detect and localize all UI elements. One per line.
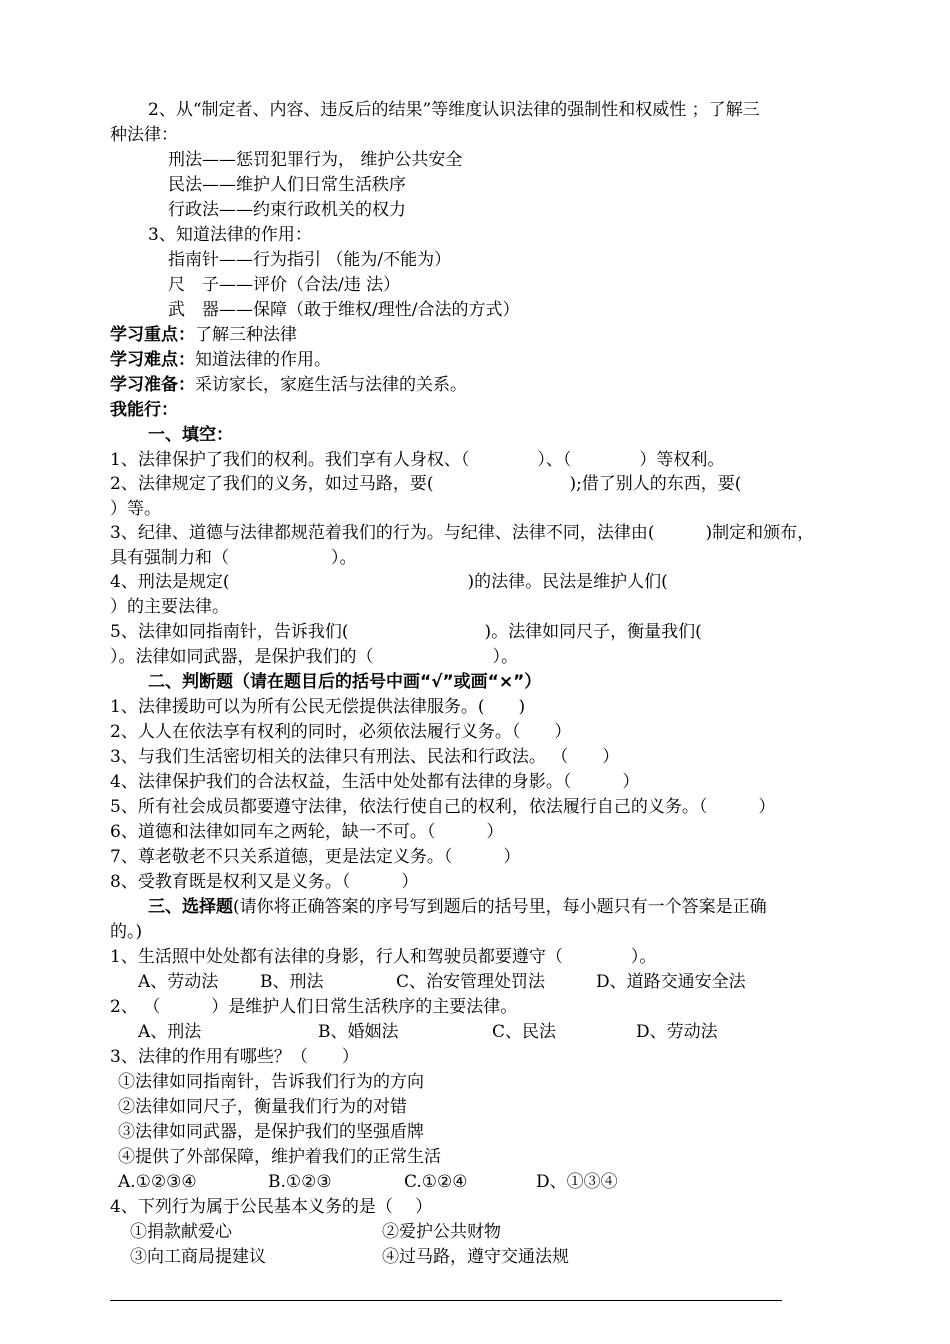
choice-q3-option-a: A.①②③④ xyxy=(118,1172,197,1192)
choice-q3: 3、法律的作用有哪些？（ ） xyxy=(110,1047,359,1067)
fill-line: ）的主要法律。 xyxy=(110,597,229,617)
choice-q2-option-d: D、劳动法 xyxy=(636,1022,718,1042)
judge-item: 3、与我们生活密切相关的法律只有刑法、民法和行政法。 （ ） xyxy=(110,747,620,767)
study-focus-text: 了解三种法律 xyxy=(195,325,297,345)
fill-line: 具有强制力和（ ）。 xyxy=(110,548,357,568)
choice-q3-statement: ③法律如同武器，是保护我们的坚强盾牌 xyxy=(118,1122,424,1142)
study-difficulty xyxy=(110,348,331,373)
fill-heading: 一、填空： xyxy=(148,425,233,445)
fill-line: ）等。 xyxy=(110,499,161,519)
choice-q4: 4、下列行为属于公民基本义务的是（ ） xyxy=(110,1197,433,1217)
fill-line: 5、法律如同指南针，告诉我们( )。法律如同尺子，衡量我们( xyxy=(110,622,702,642)
choice-q3-option-c: C.①②④ xyxy=(404,1172,468,1192)
choice-heading-note2: 的。) xyxy=(110,922,143,942)
choice-q2-option-a: A、刑法 xyxy=(138,1022,202,1042)
study-focus xyxy=(110,323,297,348)
choice-q1: 1、生活照中处处都有法律的身影，行人和驾驶员都要遵守（ ）。 xyxy=(110,947,657,967)
judge-item: 5、所有社会成员都要遵守法律，依法行使自己的权利，依法履行自己的义务。（ ） xyxy=(110,797,776,817)
fill-line: 2、法律规定了我们的义务，如过马路，要( );借了别人的东西，要( xyxy=(110,474,742,494)
intro-item2-line1: 2、从“制定者、内容、违反后的结果”等维度认识法律的强制性和权威性 ；了解三 xyxy=(148,100,760,120)
choice-q2: 2、 （ ）是维护人们日常生活秩序的主要法律。 xyxy=(110,997,518,1017)
choice-q1-option-d: D、道路交通安全法 xyxy=(596,972,746,992)
intro-item3: 3、知道法律的作用： xyxy=(148,225,312,245)
judge-item: 6、道德和法律如同车之两轮，缺一不可。（ ） xyxy=(110,822,504,842)
study-prep-label: 学习准备： xyxy=(110,375,195,395)
fill-line: ）。法律如同武器，是保护我们的（ ）。 xyxy=(110,647,518,667)
choice-q3-statement: ④提供了外部保障，维护着我们的正常生活 xyxy=(118,1147,441,1167)
choice-heading-title: 三、选择题 xyxy=(148,897,233,917)
choice-q4-statement: ①捐款献爱心 xyxy=(130,1222,232,1242)
footer-divider xyxy=(110,1300,782,1301)
study-focus-label: 学习重点： xyxy=(110,325,195,345)
intro-item2-line2: 种法律： xyxy=(110,125,178,145)
law-civil: 民法——维护人们日常生活秩序 xyxy=(168,175,406,195)
choice-q1-option-c: C、治安管理处罚法 xyxy=(396,972,546,992)
choice-q2-option-b: B、婚姻法 xyxy=(318,1022,399,1042)
study-difficulty-text: 知道法律的作用。 xyxy=(195,350,331,370)
choice-q1-option-b: B、刑法 xyxy=(260,972,324,992)
fill-line: 4、刑法是规定( )的法律。民法是维护人们( xyxy=(110,572,668,592)
choice-heading xyxy=(148,895,767,920)
law-administrative: 行政法——约束行政机关的权力 xyxy=(168,200,406,220)
study-prep xyxy=(110,373,467,398)
study-prep-text: 采访家长，家庭生活与法律的关系。 xyxy=(195,375,467,395)
choice-heading-note: (请你将正确答案的序号写到题后的括号里，每小题只有一个答案是正确 xyxy=(233,897,767,917)
role-weapon: 武 器——保障（敢于维权/理性/合法的方式） xyxy=(168,300,520,320)
can-do-heading: 我能行： xyxy=(110,400,178,420)
role-compass: 指南针——行为指引 （能为/不能为） xyxy=(168,250,452,270)
judge-item: 7、尊老敬老不只关系道德，更是法定义务。（ ） xyxy=(110,847,521,867)
law-criminal: 刑法——惩罚犯罪行为， 维护公共安全 xyxy=(168,150,463,170)
judge-item: 2、人人在依法享有权利的同时，必须依法履行义务。（ ） xyxy=(110,722,572,742)
role-ruler: 尺 子——评价（合法/违 法） xyxy=(168,275,401,295)
choice-q3-statement: ①法律如同指南针，告诉我们行为的方向 xyxy=(118,1072,424,1092)
study-difficulty-label: 学习难点： xyxy=(110,350,195,370)
judge-heading: 二、判断题（请在题目后的括号中画“√”或画“×”） xyxy=(148,672,542,692)
judge-item: 1、法律援助可以为所有公民无偿提供法律服务。( ) xyxy=(110,697,526,717)
choice-q3-option-d: D、①③④ xyxy=(536,1172,618,1192)
judge-item: 4、法律保护我们的合法权益，生活中处处都有法律的身影。（ ） xyxy=(110,772,640,792)
fill-line: 1、法律保护了我们的权利。我们享有人身权、（ ）、（ ）等权利。 xyxy=(110,450,725,470)
fill-line: 3、纪律、道德与法律都规范着我们的行为。与纪律、法律不同，法律由( )制定和颁布， xyxy=(110,523,815,543)
choice-q1-option-a: A、劳动法 xyxy=(138,972,219,992)
choice-q2-option-c: C、民法 xyxy=(492,1022,557,1042)
choice-q4-statement: ③向工商局提建议 xyxy=(130,1247,266,1267)
choice-q4-statement: ②爱护公共财物 xyxy=(382,1222,501,1242)
judge-item: 8、受教育既是权利又是义务。（ ） xyxy=(110,872,419,892)
choice-q3-statement: ②法律如同尺子，衡量我们行为的对错 xyxy=(118,1097,407,1117)
choice-q4-statement: ④过马路，遵守交通法规 xyxy=(382,1247,569,1267)
choice-q3-option-b: B.①②③ xyxy=(268,1172,332,1192)
